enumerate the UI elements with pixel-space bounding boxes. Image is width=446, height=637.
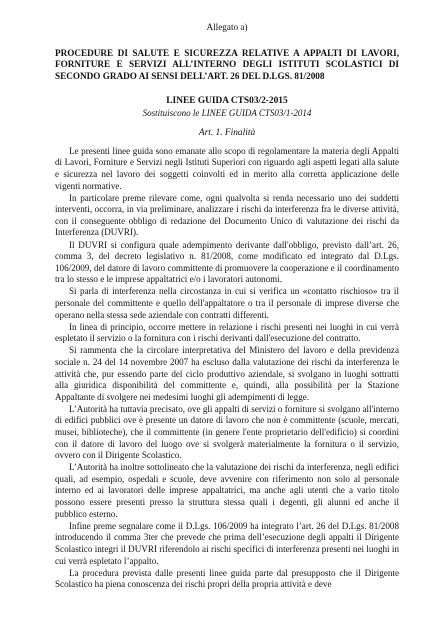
guidelines-title: LINEE GUIDA CTS03/2-2015: [166, 95, 288, 106]
attachment-label: Allegato a): [206, 22, 248, 32]
paragraph: In linea di principio, occorre mettere in relazione i rischi presenti nei luoghi in cui verrà espletato il servizio o la fornitura con i rischi derivanti dall'esecuzione del contratto.: [55, 321, 399, 344]
paragraph: L’Autorità ha inoltre sottolineato che la valutazione dei rischi da interferenza, negli edifici quali, ad esempio, ospedali e scuole, deve avvenire con riferimento non solo al personale interno ed ai lavoratori delle imprese appaltatrici, ma anche agli utenti che a vario titolo possono essere presenti presso la struttura stessa quali i degenti, gli alunni ed anche il pubblico esterno.: [55, 462, 399, 519]
guidelines-subtitle: Sostituiscono le LINEE GUIDA CTS03/1-2014: [142, 107, 312, 118]
paragraph: In particolare preme rilevare come, ogni qualvolta si renda necessario uno dei suddetti interventi, occorra, in via preliminare, analizzare i rischi da interferenza fra le diverse attività, con il conseguente obbligo di redazione del Documento Unico di valutazione dei rischi da Interferenza (DUVRI).: [55, 192, 399, 238]
paragraph: Il DUVRI si configura quale adempimento derivante dall'obbligo, previsto dall’art. 26, comma 3, del decreto legislativo n. 81/2008, come modificato ed integrato dal D.Lgs. 106/2009, del datore di lavoro committente di promuovere la cooperazione e il coordinamento tra lo stesso e le imprese appaltatrici e/o i lavoratori autonomi.: [55, 239, 399, 285]
paragraph: La procedura prevista dalle presenti linee guida parte dal presupposto che il Dirigente Scolastico ha piena conoscenza dei rischi propri della propria attività e deve: [55, 567, 399, 590]
paragraph: L’Autorità ha tuttavia precisato, ove gli appalti di servizi o forniture si svolgano all'interno di edifici pubblici ove è presente un datore di lavoro che non è committente (scuole, mercati, musei, biblioteche), che il committente (in genere l'ente proprietario dell'edificio) si coordini con il datore di lavoro del luogo ove si svolgerà materialmente la fornitura o il servizio, ovvero con il Dirigente Scolastico.: [55, 403, 399, 461]
document-title: PROCEDURE DI SALUTE E SICUREZZA RELATIVE A APPALTI DI LAVORI, FORNITURE E SERVIZI ALL’INTERNO DEGLI ISTITUTI SCOLASTICI DI SECONDO GRADO AI SENSI DELL’ART. 26 DEL D.LGS. 81/2008: [55, 47, 399, 82]
paragraph: Si rammenta che la circolare interpretativa del Ministero del lavoro e della previdenza sociale n. 24 del 14 novembre 2007 ha escluso dalla valutazione dei rischi da interferenza le attività che, pur essendo parte del ciclo produttivo aziendale, si svolgano in luoghi sottratti alla giuridica disponibilità del committente e, quindi, alla possibilità per la Stazione Appaltante di svolgere nei medesimi luoghi gli adempimenti di legge.: [55, 345, 399, 402]
paragraph: Le presenti linee guida sono emanate allo scopo di regolamentare la materia degli Appalti di Lavori, Forniture e Servizi negli Istituti Superiori con riguardo agli aspetti legati alla salute e sicurezza nel lavoro dei soggetti coinvolti ed in merito alla corretta applicazione delle vigenti normative.: [55, 145, 399, 191]
article-heading: Art. 1. Finalità: [198, 128, 256, 139]
paragraph: Infine preme segnalare come il D.Lgs. 106/2009 ha integrato l’art. 26 del D.Lgs. 81/2008 introducendo il comma 3ter che prevede che prima dell’esecuzione degli appalti il Dirigente Scolastico integri il DUVRI riferendolo ai rischi specifici di interferenza presenti nei luoghi in cui verrà espletato l’appalto.: [55, 520, 399, 566]
paragraph: Si parla di interferenza nella circostanza in cui si verifica un «contatto rischioso» tra il personale del committente e quello dell'appaltatore o tra il personale di imprese diverse che operano nella stessa sede aziendale con contratti differenti.: [55, 286, 399, 320]
